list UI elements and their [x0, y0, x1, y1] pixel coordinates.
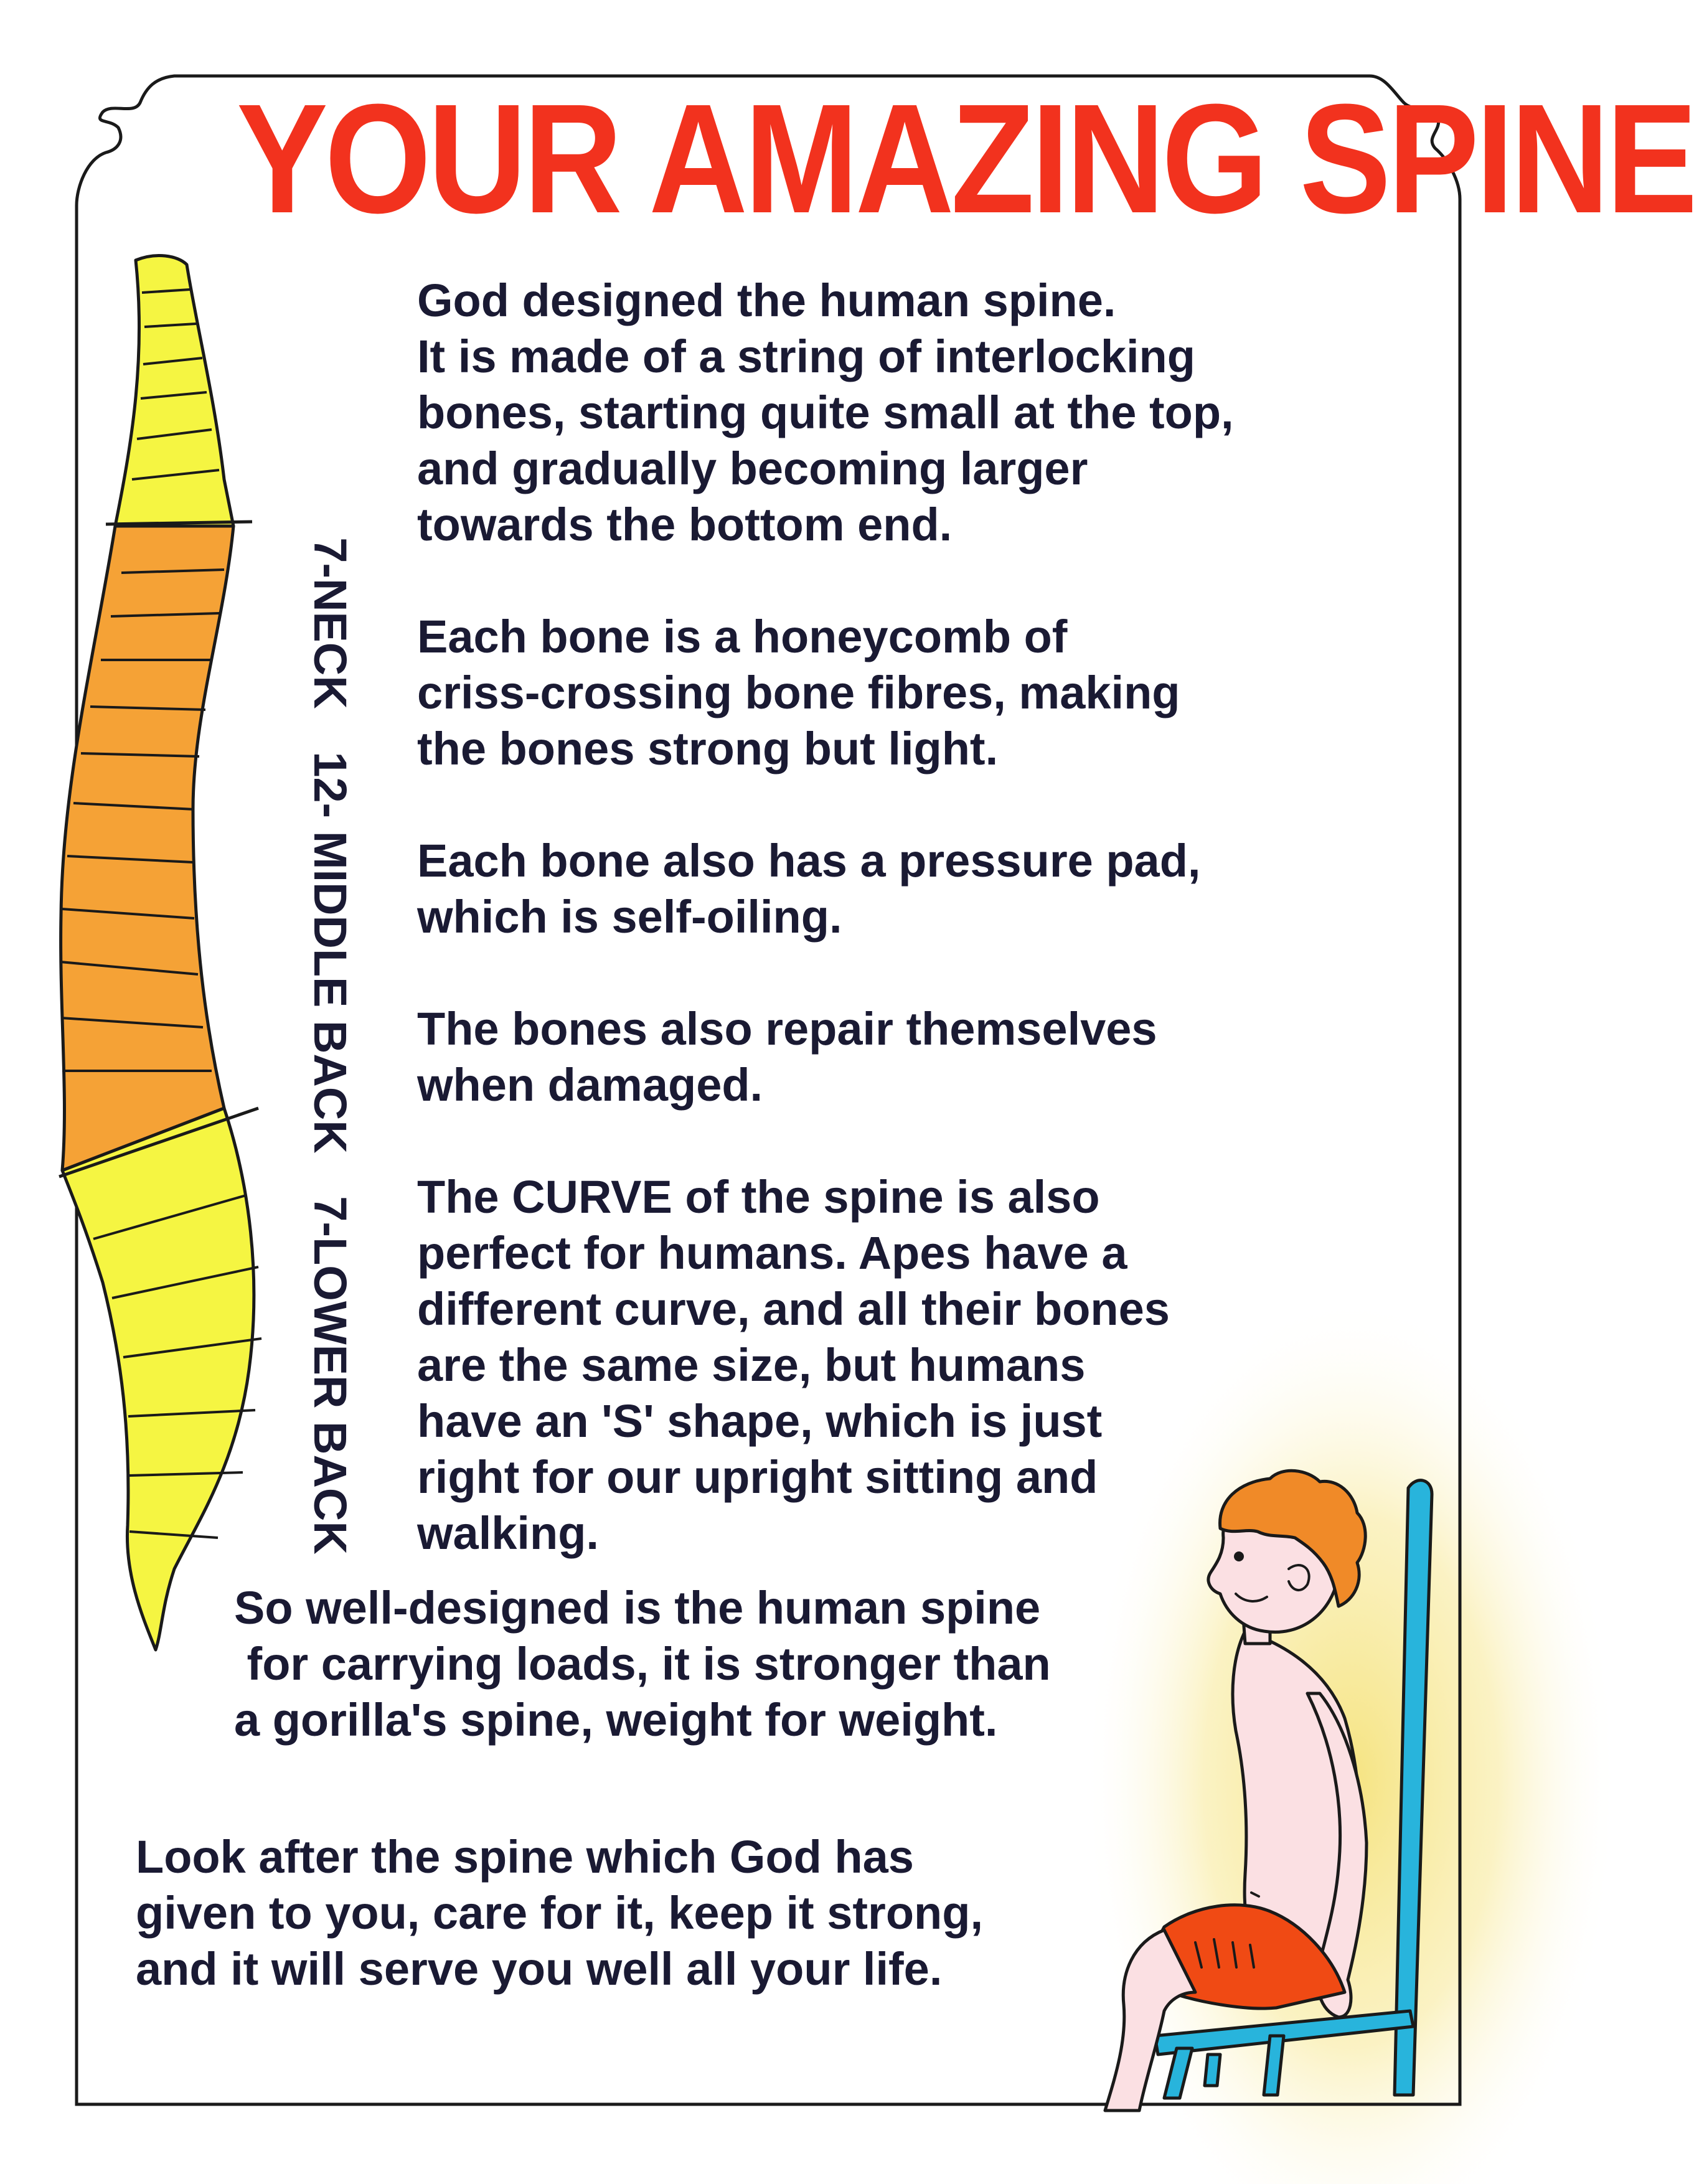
- spine-neck-section: [115, 256, 233, 526]
- text-line: right for our upright sitting and: [417, 1451, 1098, 1503]
- text-line: and gradually becoming larger: [417, 443, 1088, 494]
- text-line: bones, starting quite small at the top,: [417, 387, 1234, 438]
- text-line: given to you, care for it, keep it strong,: [136, 1887, 984, 1939]
- spine-lower-section: [62, 1108, 254, 1650]
- text-line: towards the bottom end.: [417, 499, 953, 550]
- text-line: a gorilla's spine, weight for weight.: [234, 1694, 998, 1746]
- text-line: have an 'S' shape, which is just: [417, 1395, 1103, 1447]
- page-title: YOUR AMAZING SPINE: [237, 72, 1694, 245]
- spine-middle-section: [61, 526, 233, 1170]
- paragraph-repair: [417, 1001, 1157, 1113]
- text-line: perfect for humans. Apes have a: [417, 1227, 1127, 1279]
- text-line: God designed the human spine.: [417, 275, 1116, 326]
- text-line: different curve, and all their bones: [417, 1283, 1170, 1335]
- paragraph-honeycomb: [417, 609, 1180, 777]
- lower-back-label: 7-LOWER BACK: [304, 1196, 356, 1555]
- paragraph-curve: [417, 1169, 1170, 1561]
- text-line: which is self-oiling.: [417, 891, 842, 943]
- text-line: Each bone is a honeycomb of: [417, 611, 1068, 662]
- paragraph-gorilla: [234, 1580, 1051, 1748]
- paragraph-pressure-pad: [417, 833, 1200, 945]
- text-line: are the same size, but humans: [417, 1339, 1086, 1391]
- text-line: It is made of a string of interlocking: [417, 331, 1195, 382]
- middle-back-label: 12- MIDDLE BACK: [304, 751, 356, 1154]
- text-line: for carrying loads, it is stronger than: [234, 1638, 1051, 1690]
- text-line: and it will serve you well all your life.: [136, 1943, 943, 1995]
- neck-label: 7-NECK: [304, 537, 356, 709]
- paragraph-look-after: [136, 1829, 983, 1997]
- text-line: criss-crossing bone fibres, making: [417, 667, 1180, 718]
- text-line: So well-designed is the human spine: [234, 1582, 1041, 1634]
- text-line: The bones also repair themselves: [417, 1003, 1157, 1055]
- text-line: walking.: [417, 1507, 599, 1559]
- text-line: Look after the spine which God has: [136, 1831, 914, 1883]
- spine-section-labels: [304, 498, 356, 1594]
- text-line: when damaged.: [417, 1059, 763, 1111]
- text-line: The CURVE of the spine is also: [417, 1171, 1100, 1223]
- text-line: Each bone also has a pressure pad,: [417, 835, 1201, 887]
- text-line: the bones strong but light.: [417, 723, 999, 774]
- spine-illustration: [59, 256, 261, 1650]
- paragraph-intro: [417, 273, 1234, 553]
